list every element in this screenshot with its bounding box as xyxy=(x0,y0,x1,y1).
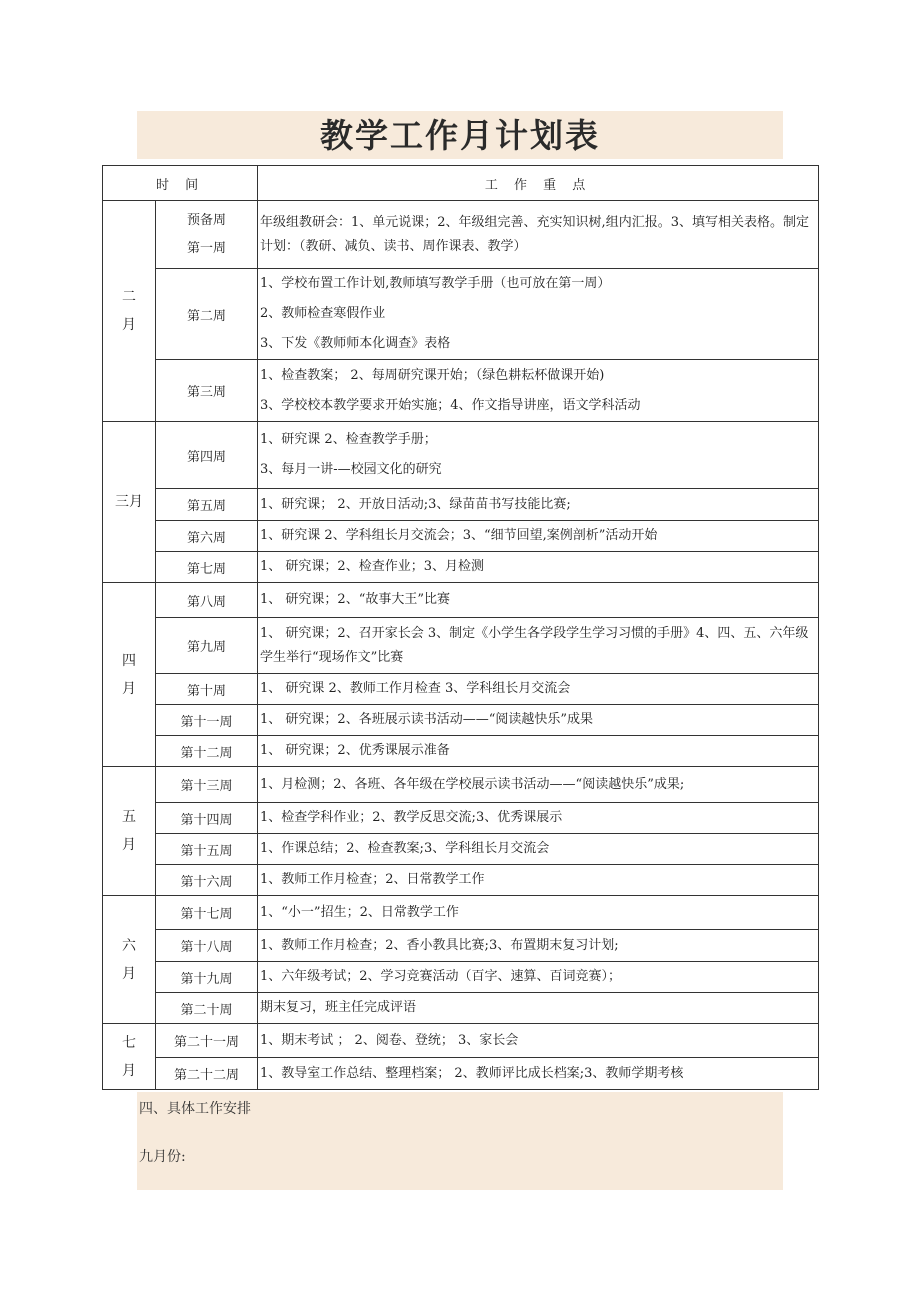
week-cell: 第二十一周 xyxy=(156,1024,258,1058)
work-cell: 1、教导室工作总结、整理档案； 2、教师评比成长档案;3、教师学期考核 xyxy=(258,1058,819,1090)
table-row xyxy=(103,834,819,865)
week-cell: 第五周 xyxy=(156,489,258,521)
work-text: 1、 研究课；2、召开家长会 3、制定《小学生各学段学生学习习惯的手册》4、四、五、六年级学生举行“现场作文”比赛 xyxy=(260,625,809,665)
work-line: 3、学校校本教学要求开始实施；4、作文指导讲座，语文学科活动 xyxy=(260,397,641,413)
table-row xyxy=(103,618,819,674)
week-cell: 第十六周 xyxy=(156,865,258,896)
week-cell xyxy=(156,201,258,269)
table-row xyxy=(103,674,819,705)
week-label: 预备周 xyxy=(187,212,227,228)
work-cell: 1、 研究课；2、“故事大王”比赛 xyxy=(258,583,819,618)
month-char: 月 xyxy=(122,317,136,333)
work-text: 年级组教研会：1、单元说课；2、年级组完善、充实知识树,组内汇报。3、填写相关表格。制定计划：（教研、减负、读书、周作课表、教学） xyxy=(260,214,809,254)
week-cell: 第二周 xyxy=(156,269,258,360)
month-subheading: 九月份: xyxy=(139,1149,186,1165)
week-label: 第一周 xyxy=(187,240,227,256)
week-cell: 第十四周 xyxy=(156,803,258,834)
work-cell: 1、月检测；2、各班、各年级在学校展示读书活动——“阅读越快乐”成果; xyxy=(258,767,819,803)
table-row xyxy=(103,422,819,489)
week-cell: 第六周 xyxy=(156,521,258,552)
header-focus: 工 作 重 点 xyxy=(258,166,819,201)
work-cell: 1、 研究课；2、检查作业；3、月检测 xyxy=(258,552,819,583)
month-char: 六 xyxy=(122,937,136,954)
work-cell xyxy=(258,618,819,674)
week-cell: 第十九周 xyxy=(156,962,258,993)
week-cell: 第十五周 xyxy=(156,834,258,865)
work-cell: 1、 研究课；2、各班展示读书活动——“阅读越快乐”成果 xyxy=(258,705,819,736)
work-line: 2、教师检查寒假作业 xyxy=(260,306,386,321)
week-cell: 第十周 xyxy=(156,674,258,705)
work-cell: 1、教师工作月检查；2、日常教学工作 xyxy=(258,865,819,896)
table-row xyxy=(103,930,819,962)
table-row xyxy=(103,803,819,834)
week-cell: 第十三周 xyxy=(156,767,258,803)
table-row xyxy=(103,705,819,736)
work-cell: 1、研究课； 2、开放日活动;3、绿苗苗书写技能比赛; xyxy=(258,489,819,521)
title-band xyxy=(137,111,783,159)
table-row xyxy=(103,993,819,1024)
table-row xyxy=(103,489,819,521)
table-row xyxy=(103,1024,819,1058)
month-cell: 三月 xyxy=(103,422,156,583)
week-cell: 第九周 xyxy=(156,618,258,674)
work-line: 3、下发《教师师本化调查》表格 xyxy=(260,336,451,351)
table-row xyxy=(103,962,819,993)
week-cell: 第十一周 xyxy=(156,705,258,736)
work-cell: 1、 研究课 2、教师工作月检查 3、学科组长月交流会 xyxy=(258,674,819,705)
work-cell: 期末复习，班主任完成评语 xyxy=(258,993,819,1024)
table-row xyxy=(103,201,819,269)
week-cell: 第四周 xyxy=(156,422,258,489)
work-line: 1、学校布置工作计划,教师填写教学手册（也可放在第一周） xyxy=(260,276,611,291)
week-cell: 第二十二周 xyxy=(156,1058,258,1090)
month-cell xyxy=(103,583,156,767)
page-title: 教学工作月计划表 xyxy=(320,116,600,155)
month-cell xyxy=(103,201,156,422)
week-cell: 第十八周 xyxy=(156,930,258,962)
month-char: 月 xyxy=(122,1062,136,1079)
table-row xyxy=(103,865,819,896)
table-row xyxy=(103,767,819,803)
work-line: 3、每月一讲-—校园文化的研究 xyxy=(260,462,442,477)
month-char: 四 xyxy=(122,652,136,669)
week-cell: 第二十周 xyxy=(156,993,258,1024)
month-char: 七 xyxy=(122,1034,136,1051)
work-cell xyxy=(258,360,819,422)
table-row xyxy=(103,552,819,583)
work-cell xyxy=(258,201,819,269)
work-line: 1、检查教案； 2、每周研究课开始；（绿色耕耘杯做课开始) xyxy=(260,367,605,383)
table-row xyxy=(103,521,819,552)
work-cell: 1、教师工作月检查；2、香小教具比赛;3、布置期末复习计划; xyxy=(258,930,819,962)
section-heading: 四、具体工作安排 xyxy=(139,1101,251,1117)
week-cell: 第七周 xyxy=(156,552,258,583)
month-cell xyxy=(103,896,156,1024)
month-char: 月 xyxy=(122,680,136,697)
header-time: 时 间 xyxy=(103,166,258,201)
week-cell: 第十二周 xyxy=(156,736,258,767)
work-cell: 1、 研究课；2、优秀课展示准备 xyxy=(258,736,819,767)
month-char: 月 xyxy=(122,965,136,982)
work-cell xyxy=(258,269,819,360)
work-cell: 1、六年级考试；2、学习竞赛活动（百字、速算、百词竞赛）； xyxy=(258,962,819,993)
work-cell: 1、期末考试 ； 2、阅卷、登统； 3、家长会 xyxy=(258,1024,819,1058)
month-char: 月 xyxy=(122,837,136,853)
table-row xyxy=(103,583,819,618)
work-line: 1、研究课 2、检查教学手册； xyxy=(260,432,437,447)
work-cell: 1、作课总结；2、检查教案;3、学科组长月交流会 xyxy=(258,834,819,865)
week-cell: 第十七周 xyxy=(156,896,258,930)
week-cell: 第八周 xyxy=(156,583,258,618)
week-cell: 第三周 xyxy=(156,360,258,422)
table-header-row xyxy=(103,166,819,201)
work-cell xyxy=(258,422,819,489)
table-row xyxy=(103,269,819,360)
work-cell: 1、研究课 2、学科组长月交流会；3、“细节回望,案例剖析”活动开始 xyxy=(258,521,819,552)
month-cell xyxy=(103,1024,156,1090)
work-cell: 1、“小一”招生；2、日常教学工作 xyxy=(258,896,819,930)
month-char: 五 xyxy=(122,809,136,825)
table-row xyxy=(103,1058,819,1090)
table-row xyxy=(103,896,819,930)
month-cell xyxy=(103,767,156,896)
table-row xyxy=(103,360,819,422)
work-cell: 1、检查学科作业；2、教学反思交流;3、优秀课展示 xyxy=(258,803,819,834)
month-char: 二 xyxy=(122,289,136,305)
plan-table xyxy=(102,165,819,1090)
table-row xyxy=(103,736,819,767)
